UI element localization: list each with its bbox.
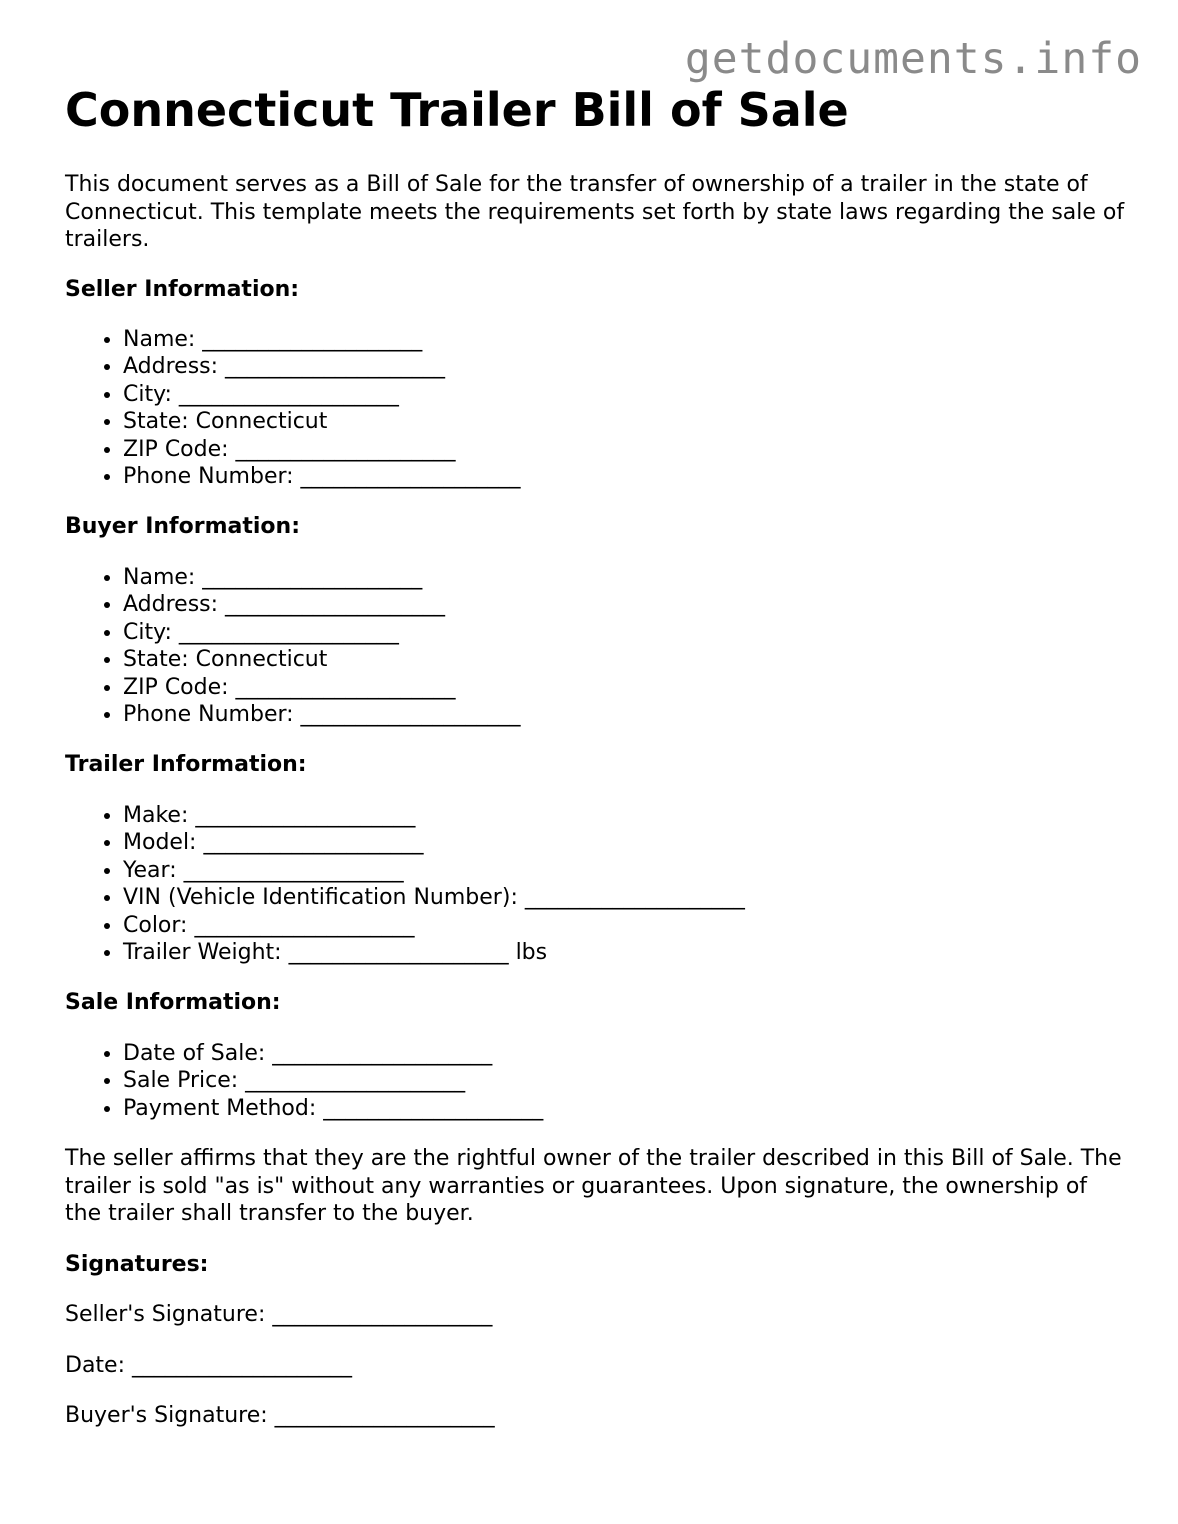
buyer-state-field: • State: Connecticut bbox=[123, 646, 1125, 673]
seller-phone-field: • Phone Number: ____________________ bbox=[123, 463, 1125, 490]
buyer-signature-line: Buyer's Signature: ____________________ bbox=[65, 1403, 495, 1429]
sale-payment-method-field: • Payment Method: ____________________ bbox=[123, 1095, 1125, 1122]
seller-city-field: • City: ____________________ bbox=[123, 381, 1125, 408]
buyer-name-field: • Name: ____________________ bbox=[123, 564, 1125, 591]
trailer-color-field: • Color: ____________________ bbox=[123, 912, 1125, 939]
seller-section-heading: Seller Information: bbox=[65, 276, 300, 302]
seller-name-field: • Name: ____________________ bbox=[123, 326, 1125, 353]
signature-date-line: Date: ____________________ bbox=[65, 1352, 352, 1378]
sale-date-field: • Date of Sale: ____________________ bbox=[123, 1040, 1125, 1067]
document-title: Connecticut Trailer Bill of Sale bbox=[65, 83, 849, 137]
trailer-vin-field: • VIN (Vehicle Identification Number): ____________________ bbox=[123, 884, 1125, 911]
trailer-model-field: • Model: ____________________ bbox=[123, 829, 1125, 856]
seller-zip-field: • ZIP Code: ____________________ bbox=[123, 436, 1125, 463]
sale-price-field: • Sale Price: ____________________ bbox=[123, 1067, 1125, 1094]
buyer-field-list bbox=[65, 564, 1125, 728]
trailer-make-field: • Make: ____________________ bbox=[123, 802, 1125, 829]
seller-signature-line: Seller's Signature: ____________________ bbox=[65, 1302, 493, 1328]
buyer-zip-field: • ZIP Code: ____________________ bbox=[123, 674, 1125, 701]
seller-state-field: • State: Connecticut bbox=[123, 408, 1125, 435]
buyer-section-heading: Buyer Information: bbox=[65, 514, 300, 540]
buyer-city-field: • City: ____________________ bbox=[123, 619, 1125, 646]
document-page bbox=[65, 82, 1125, 1430]
intro-paragraph: This document serves as a Bill of Sale for the transfer of ownership of a trailer in the state of Connecticut. This template meets the requirements set forth by state laws regarding the sale of trailers. bbox=[65, 172, 1125, 252]
sale-field-list bbox=[65, 1040, 1125, 1122]
trailer-year-field: • Year: ____________________ bbox=[123, 857, 1125, 884]
signatures-section-heading: Signatures: bbox=[65, 1251, 209, 1277]
buyer-phone-field: • Phone Number: ____________________ bbox=[123, 701, 1125, 728]
trailer-field-list bbox=[65, 802, 1125, 966]
seller-address-field: • Address: ____________________ bbox=[123, 353, 1125, 380]
affirmation-paragraph: The seller affirms that they are the rightful owner of the trailer described in this Bill of Sale. The trailer is sold "as is" without any warranties or guarantees. Upon signature, the ownership of the trailer shall transfer to the buyer. bbox=[65, 1146, 1122, 1227]
trailer-section-heading: Trailer Information: bbox=[65, 752, 307, 778]
watermark: getdocuments.info bbox=[684, 34, 1142, 84]
trailer-weight-field: • Trailer Weight: ____________________ lbs bbox=[123, 939, 1125, 966]
buyer-address-field: • Address: ____________________ bbox=[123, 591, 1125, 618]
seller-field-list bbox=[65, 326, 1125, 490]
sale-section-heading: Sale Information: bbox=[65, 990, 281, 1016]
